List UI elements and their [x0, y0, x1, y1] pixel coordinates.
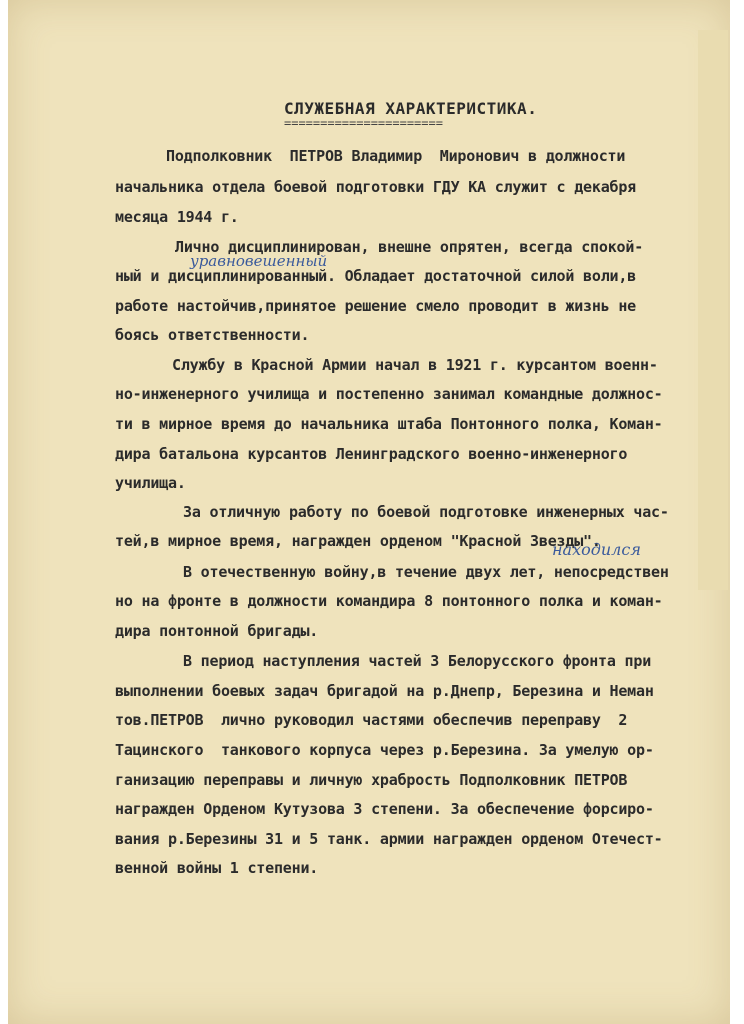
text-line: Подполковник ПЕТРОВ Владимир Миронович в должности — [166, 147, 626, 165]
handwritten-insert: уравновешенный — [190, 252, 328, 270]
text-line: но-инженерного училища и постепенно занимал командные должнос- — [115, 385, 663, 403]
text-line: начальника отдела боевой подготовки ГДУ КА служит с декабря — [115, 178, 637, 196]
text-line: ный и дисциплинированный. Обладает достаточной силой воли,в — [115, 267, 637, 285]
document-title: СЛУЖЕБНАЯ ХАРАКТЕРИСТИКА. — [284, 99, 538, 118]
text-line: ганизацию переправы и личную храбрость Подполковник ПЕТРОВ — [115, 771, 628, 789]
text-line: Службу в Красной Армии начал в 1921 г. курсантом военн- — [172, 356, 658, 374]
title-underline: ====================== — [284, 116, 443, 130]
text-line: За отличную работу по боевой подготовке инженерных час- — [183, 503, 669, 521]
text-line: вания р.Березины 31 и 5 танк. армии награжден орденом Отечест- — [115, 830, 663, 848]
text-line: Лично дисциплинирован, внешне опрятен, всегда спокой- — [175, 238, 644, 256]
text-line: но на фронте в должности командира 8 понтонного полка и коман- — [115, 592, 663, 610]
text-line: боясь ответственности. — [115, 326, 310, 344]
text-line: месяца 1944 г. — [115, 208, 239, 226]
text-line: награжден Орденом Кутузова 3 степени. За обеспечение форсиро- — [115, 800, 654, 818]
text-line: В период наступления частей 3 Белорусского фронта при — [183, 652, 652, 670]
handwritten-insert: находился — [552, 540, 641, 559]
text-line: венной войны 1 степени. — [115, 859, 319, 877]
text-line: Тацинского танкового корпуса через р.Березина. За умелую ор- — [115, 741, 654, 759]
text-line: работе настойчив,принятое решение смело проводит в жизнь не — [115, 297, 637, 315]
text-line: дира понтонной бригады. — [115, 622, 319, 640]
text-line: ти в мирное время до начальника штаба Понтонного полка, Коман- — [115, 415, 663, 433]
text-line: тов.ПЕТРОВ лично руководил частями обеспечив переправу 2 — [115, 711, 628, 729]
text-line: выполнении боевых задач бригадой на р.Днепр, Березина и Неман — [115, 682, 654, 700]
text-line: тей,в мирное время, награжден орденом "Красной Звезды". — [115, 532, 601, 550]
text-line: училища. — [115, 474, 186, 492]
text-line: В отечественную войну,в течение двух лет, непосредствен — [183, 563, 669, 581]
text-line: дира батальона курсантов Ленинградского военно-инженерного — [115, 445, 628, 463]
